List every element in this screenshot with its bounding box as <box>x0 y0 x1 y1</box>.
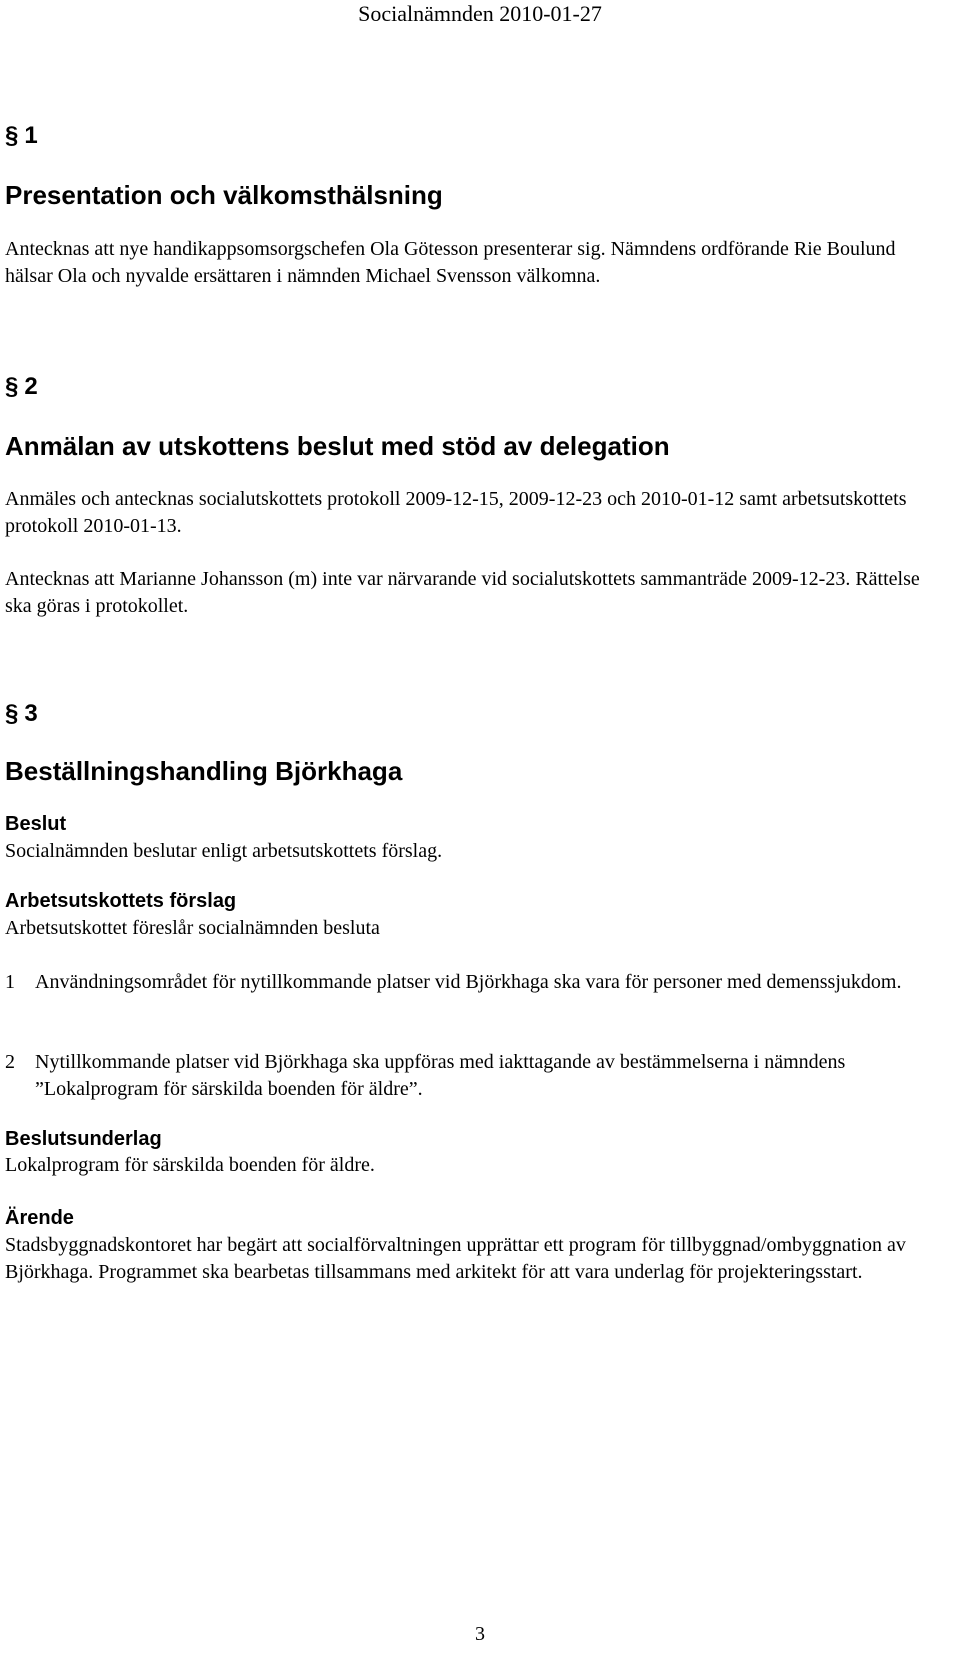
arende-text: Stadsbyggnadskontoret har begärt att socialförvaltningen upprättar ett program för tillbyggnad/ombyggnation av Björkhaga. Programmet ska bearbetas tillsammans med arkitekt för att vara underlag för projekteringsstart. <box>5 1234 906 1283</box>
section-title: Presentation och välkomsthälsning <box>5 180 443 210</box>
section-number-value: 3 <box>24 700 38 727</box>
list-item-text: Nytillkommande platser vid Björkhaga ska uppföras med iakttagande av bestämmelserna i nämndens ”Lokalprogram för särskilda boenden för äldre”. <box>35 1051 846 1100</box>
section-symbol: § <box>5 373 19 400</box>
section-number-value: 2 <box>24 373 38 400</box>
arende-heading: Ärende <box>5 1207 74 1229</box>
forslag-intro: Arbetsutskottet föreslår socialnämnden besluta <box>5 917 380 939</box>
forslag-heading: Arbetsutskottets förslag <box>5 890 237 912</box>
page-number: 3 <box>475 1623 485 1645</box>
beslutsunderlag-heading: Beslutsunderlag <box>5 1128 162 1150</box>
page-header: Socialnämnden 2010-01-27 <box>358 1 602 26</box>
paragraph: Anmäles och antecknas socialutskottets protokoll 2009-12-15, 2009-12-23 och 2010-01-12 samt arbetsutskottets protokoll 2010-01-13. <box>5 488 907 537</box>
section-symbol: § <box>5 122 19 149</box>
beslut-text: Socialnämnden beslutar enligt arbetsutskottets förslag. <box>5 840 443 862</box>
list-item-text: Användningsområdet för nytillkommande platser vid Björkhaga ska vara för personer med demenssjukdom. <box>35 971 902 993</box>
paragraph: Antecknas att nye handikappsomsorgschefen Ola Götesson presenterar sig. Nämndens ordförande Rie Boulund hälsar Ola och nyvalde ersättaren i nämnden Michael Svensson välkomna. <box>5 238 896 287</box>
section-number <box>5 372 38 402</box>
section-title: Beställningshandling Björkhaga <box>5 756 403 786</box>
list-item <box>5 969 945 996</box>
list-item-number: 1 <box>5 971 15 993</box>
list-item <box>5 1049 945 1103</box>
section-symbol: § <box>5 700 19 727</box>
paragraph: Antecknas att Marianne Johansson (m) inte var närvarande vid socialutskottets sammanträde 2009-12-23. Rättelse ska göras i protokollet. <box>5 568 920 617</box>
section-number-value: 1 <box>24 122 38 149</box>
section-number <box>5 699 38 729</box>
beslut-heading: Beslut <box>5 813 67 835</box>
section-title: Anmälan av utskottens beslut med stöd av delegation <box>5 431 670 461</box>
list-item-number: 2 <box>5 1051 15 1073</box>
section-number <box>5 121 38 151</box>
beslutsunderlag-text: Lokalprogram för särskilda boenden för äldre. <box>5 1154 375 1176</box>
